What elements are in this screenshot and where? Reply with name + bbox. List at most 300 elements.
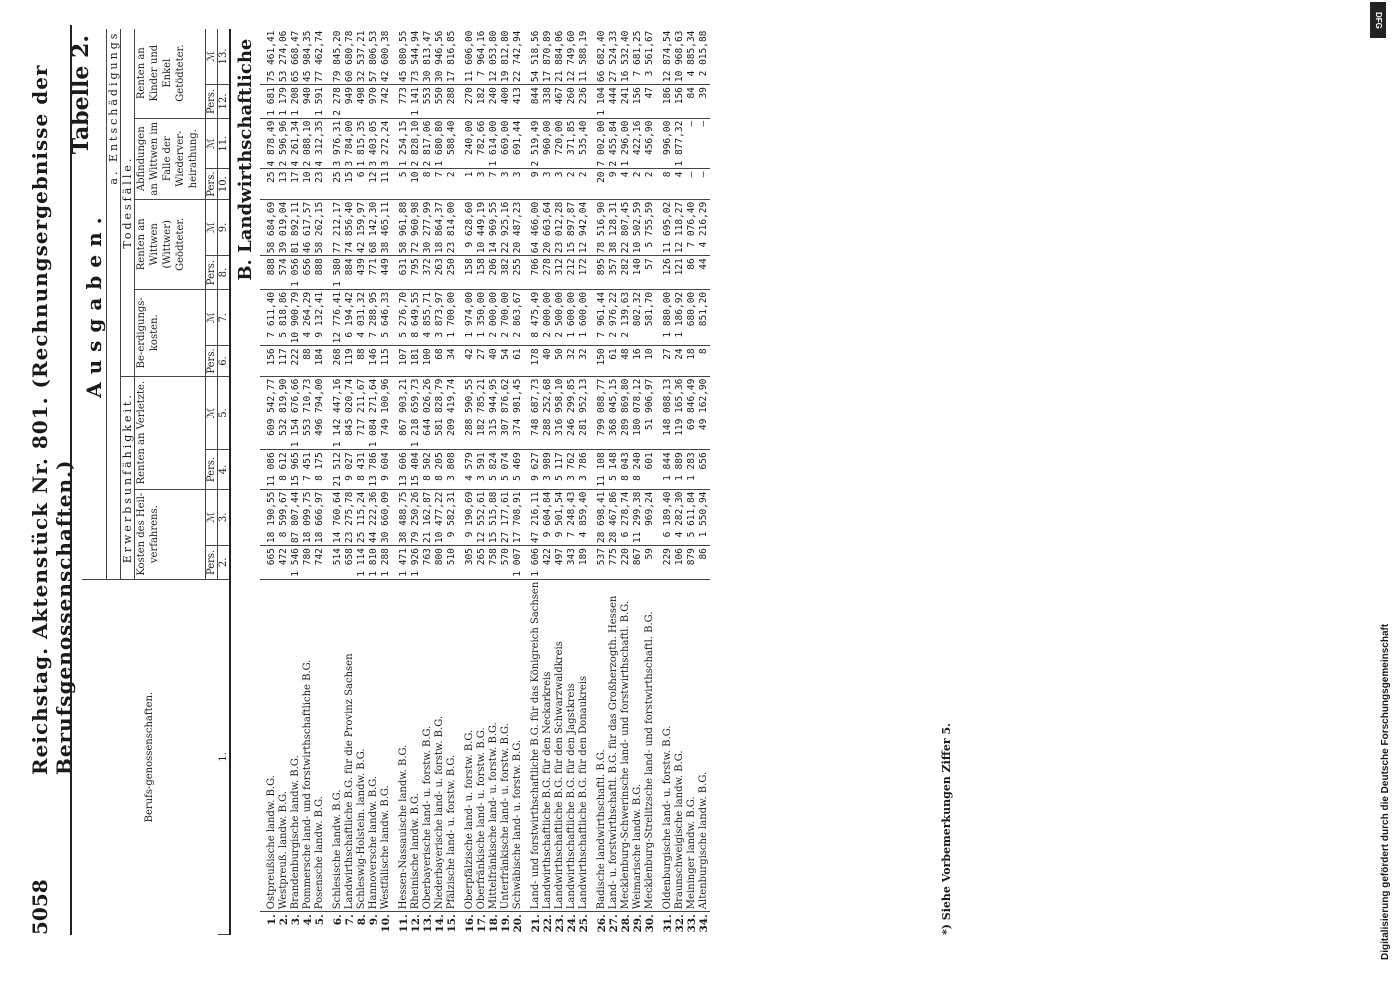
cell-c2: 742 xyxy=(314,546,326,580)
cell-c10: 8 xyxy=(422,169,434,199)
cell-c8: 86 xyxy=(686,256,698,290)
row-number: 5. xyxy=(314,914,326,926)
cell-c8: 771 xyxy=(368,256,380,290)
table-label: Tabelle 2. xyxy=(68,35,94,155)
cell-c11: 422,16 xyxy=(632,118,644,169)
cell-c6: 16 xyxy=(632,346,644,376)
table-row xyxy=(434,29,446,935)
table-row xyxy=(590,29,608,935)
table-row xyxy=(410,29,422,935)
cell-c5: 845 020,74 xyxy=(344,376,356,450)
cell-c11: 960,00 xyxy=(542,118,554,169)
cell-c3: 38 488,75 xyxy=(392,489,410,545)
cell-c7: 851,20 xyxy=(698,289,710,345)
cell-c3: 9 190,69 xyxy=(458,489,476,545)
cell-c8: 382 xyxy=(500,256,512,290)
cell-c5: 288 590,55 xyxy=(458,376,476,450)
row-number: 9. xyxy=(368,914,380,926)
cell-c3: 18 099,75 xyxy=(302,489,314,545)
row-name: Brandenburgische landw. B.G. xyxy=(290,579,302,912)
cell-c13: 65 668,47 xyxy=(290,29,302,85)
cell-c11: 691,44 xyxy=(512,118,524,169)
cell-c5: 496 794,00 xyxy=(314,376,326,450)
cell-c13: 17 870,89 xyxy=(542,29,554,85)
cell-c8: 282 xyxy=(620,256,632,290)
row-name: Mecklenburg-Schwerinsche land- und forstwirthschaftl. B.G. xyxy=(620,579,632,912)
table-row xyxy=(554,29,566,935)
cell-c9: 81 892,11 xyxy=(290,199,302,255)
cell-c2: 570 xyxy=(500,546,512,580)
cell-c6: 61 xyxy=(512,346,524,376)
row-number: 22. xyxy=(542,914,554,933)
cell-c10: 5 xyxy=(392,169,410,199)
cell-c3: 25 115,24 xyxy=(356,489,368,545)
cell-c6: 34 xyxy=(446,346,458,376)
table-row xyxy=(326,29,344,935)
table-row xyxy=(392,29,410,935)
cell-c2: 1 288 xyxy=(380,546,392,580)
cell-c4: 15 404 xyxy=(410,450,422,489)
row-name: Landwirthschaftliche B.G. für den Neckarkreis xyxy=(542,579,554,912)
cell-c13: 11 588,19 xyxy=(578,29,590,85)
cell-c9: 23 012,28 xyxy=(554,199,566,255)
cell-c10: 12 xyxy=(368,169,380,199)
row-number: 24. xyxy=(566,914,578,933)
cell-c10: 2 xyxy=(566,169,578,199)
cell-c2: 229 xyxy=(656,546,674,580)
cell-c6: 107 xyxy=(392,346,410,376)
cell-c2: 1 606 xyxy=(524,546,542,580)
cell-c5: 1 154 676,66 xyxy=(290,376,302,450)
row-name: Mittelfränkische land- u. forstw. B.G. xyxy=(488,579,500,912)
unit-pers: Pers. xyxy=(206,169,218,199)
row-name: Oberpfälzische land- u. forstw. B.G. xyxy=(458,579,476,912)
cell-c6: 119 xyxy=(344,346,356,376)
cell-c12: 467 xyxy=(554,85,566,119)
dfg-logo: DFG xyxy=(1370,2,1386,38)
cell-c9: 5 755,59 xyxy=(644,199,656,255)
cell-c2: 658 xyxy=(344,546,356,580)
row-name: Weimarische landw. B.G. xyxy=(632,579,644,912)
cell-c12: 742 xyxy=(380,85,392,119)
cell-c11: 240,00 xyxy=(458,118,476,169)
cell-c12: 39 xyxy=(698,85,710,119)
cell-c8: 158 xyxy=(476,256,488,290)
cell-c12: 413 xyxy=(512,85,524,119)
cell-c9: 38 465,11 xyxy=(380,199,392,255)
cell-c4: 13 606 xyxy=(392,450,410,489)
cell-c4: 1 283 xyxy=(686,450,698,489)
cell-c9: 77 212,17 xyxy=(326,199,344,255)
row-name: Schwäbische land- u. forstw. B.G. xyxy=(512,579,524,912)
row-number: 31. xyxy=(662,914,674,933)
table-row xyxy=(488,29,500,935)
cell-c10: 1 xyxy=(458,169,476,199)
row-name: Schleswig-Holstein. landw. B.G. xyxy=(356,579,368,912)
cell-c6: 222 xyxy=(290,346,302,376)
cell-c7: 6 194,42 xyxy=(344,289,356,345)
cell-c10: 25 xyxy=(326,169,344,199)
cell-c9: 14 969,55 xyxy=(488,199,500,255)
cell-c6: 32 xyxy=(578,346,590,376)
cell-c10: 20 xyxy=(590,169,608,199)
cell-c3: 17 708,91 xyxy=(512,489,524,545)
cell-c9: 22 925,16 xyxy=(500,199,512,255)
cell-c11: 1 254,15 xyxy=(392,118,410,169)
cell-c6: 24 xyxy=(674,346,686,376)
cell-c3: 4 282,30 xyxy=(674,489,686,545)
cell-c8: 372 xyxy=(422,256,434,290)
row-number: 11. xyxy=(398,914,410,933)
cell-c9: 7 076,40 xyxy=(686,199,698,255)
cell-c4: 11 086 xyxy=(260,450,278,489)
cell-c12: 400 xyxy=(500,85,512,119)
row-number: 17. xyxy=(476,914,488,933)
cell-c6: 181 xyxy=(410,346,422,376)
row-name: Westpreuß. landw. B.G. xyxy=(278,579,290,912)
cell-c7: 802,32 xyxy=(632,289,644,345)
row-name: Schlesische landw. B.G. xyxy=(326,579,344,912)
row-number: 19. xyxy=(500,914,512,933)
page-title: Reichstag. Aktenstück Nr. 801. (Rechnungsergebnisse der Berufsgenossenschaften.) xyxy=(28,64,76,775)
cell-c10: 23 xyxy=(314,169,326,199)
cell-c10: 3 xyxy=(554,169,566,199)
cell-c8: 250 xyxy=(446,256,458,290)
cell-c3: 5 611,84 xyxy=(686,489,698,545)
cell-c8: 140 xyxy=(632,256,644,290)
cell-c2: 343 xyxy=(566,546,578,580)
cell-c9: 39 019,04 xyxy=(278,199,290,255)
table-row xyxy=(446,29,458,935)
cell-c7: 680,00 xyxy=(686,289,698,345)
cell-c7: 4 264,29 xyxy=(302,289,314,345)
row-number: 20. xyxy=(512,914,524,933)
cell-c6: 50 xyxy=(554,346,566,376)
table-row xyxy=(632,29,644,935)
unit-mark: ℳ xyxy=(206,376,218,450)
cell-c6: 88 xyxy=(356,346,368,376)
cell-c9: 58 961,88 xyxy=(392,199,410,255)
cell-c11: 3 403,05 xyxy=(368,118,380,169)
cell-c11: 371,85 xyxy=(566,118,578,169)
cell-c10: 2 xyxy=(578,169,590,199)
cell-c3: 969,24 xyxy=(644,489,656,545)
cell-c13: 45 984,35 xyxy=(302,29,314,85)
cell-c9: 46 617,57 xyxy=(302,199,314,255)
cell-c9: 10 502,59 xyxy=(632,199,644,255)
cell-c2: 59 xyxy=(644,546,656,580)
cell-c2: 780 xyxy=(302,546,314,580)
unit-pers: Pers. xyxy=(206,256,218,290)
column-number: 9. xyxy=(218,199,231,255)
cell-c9: 30 277,99 xyxy=(422,199,434,255)
unit-pers: Pers. xyxy=(206,346,218,376)
row-number: 18. xyxy=(488,914,500,933)
table-row xyxy=(380,29,392,935)
cell-c2: 665 xyxy=(260,546,278,580)
cell-c3: 47 216,11 xyxy=(524,489,542,545)
cell-c13: 30 813,47 xyxy=(422,29,434,85)
data-table xyxy=(82,29,710,935)
row-number: 13. xyxy=(422,914,434,933)
table-row xyxy=(500,29,512,935)
cell-c4: 3 808 xyxy=(446,450,458,489)
row-name: Landwirthschaftliche B.G. für den Donaukreis xyxy=(578,579,590,912)
column-number: 7. xyxy=(218,289,231,345)
heading-erwerb: Erwerbsunfähigkeit. xyxy=(121,376,135,579)
table-row xyxy=(290,29,302,935)
cell-c12: 338 xyxy=(542,85,554,119)
cell-c5: 315 944,95 xyxy=(488,376,500,450)
row-name: Hessen-Nassauische landw. B.G. xyxy=(392,579,410,912)
unit-mark: ℳ xyxy=(206,489,218,545)
cell-c6: 18 xyxy=(686,346,698,376)
column-number: 6. xyxy=(218,346,231,376)
cell-c4: 601 xyxy=(644,450,656,489)
column-number: 5. xyxy=(218,376,231,450)
cell-c11: 4 312,35 xyxy=(314,118,326,169)
cell-c10: 6 xyxy=(356,169,368,199)
row-number: 16. xyxy=(464,914,476,933)
table-row xyxy=(314,29,326,935)
cell-c12: 970 xyxy=(368,85,380,119)
col-header-abfindungen: Abfindungen an Wittwen im Falle der Wiederver-heirathung. xyxy=(135,118,206,199)
sidebar xyxy=(1360,0,1390,1000)
cell-c3: 14 760,64 xyxy=(326,489,344,545)
row-name: Mecklenburg-Strelitzsche land- und forstwirthschaftl. B.G. xyxy=(644,579,656,912)
cell-c4: 9 604 xyxy=(380,450,392,489)
cell-c13: 60 680,78 xyxy=(344,29,356,85)
cell-c13: 42 600,38 xyxy=(380,29,392,85)
row-number: 34. xyxy=(698,914,710,933)
cell-c7: 1 600,00 xyxy=(578,289,590,345)
row-number: 14. xyxy=(434,914,446,933)
cell-c4: 3 786 xyxy=(578,450,590,489)
row-number: 2. xyxy=(278,914,290,926)
cell-c6: 40 xyxy=(488,346,500,376)
cell-c10: 15 xyxy=(344,169,356,199)
document-page xyxy=(20,15,1350,975)
cell-c5: 867 903,21 xyxy=(392,376,410,450)
cell-c3: 1 550,94 xyxy=(698,489,710,545)
cell-c13: 32 537,21 xyxy=(356,29,368,85)
cell-c5: 553 710,73 xyxy=(302,376,314,450)
cell-c7: 2 700,00 xyxy=(500,289,512,345)
cell-c4: 3 591 xyxy=(476,450,488,489)
cell-c7: 5 818,86 xyxy=(278,289,290,345)
cell-c2: 1 546 xyxy=(290,546,302,580)
cell-c13: 12 749,60 xyxy=(566,29,578,85)
cell-c4: 8 205 xyxy=(434,450,446,489)
row-number: 7. xyxy=(344,914,356,926)
cell-c13: 21 884,06 xyxy=(554,29,566,85)
cell-c9: 22 807,45 xyxy=(620,199,632,255)
cell-c13: 11 606,00 xyxy=(458,29,476,85)
cell-c10: 7 xyxy=(434,169,446,199)
cell-c2: 305 xyxy=(458,546,476,580)
cell-c2: 1 810 xyxy=(368,546,380,580)
cell-c7: 1 974,00 xyxy=(458,289,476,345)
cell-c6: 156 xyxy=(260,346,278,376)
cell-c5: 749 100,96 xyxy=(380,376,392,450)
row-name: Oberfränkische land- u. forstw. B.G. xyxy=(476,579,488,912)
cell-c5: 281 952,13 xyxy=(578,376,590,450)
table-row xyxy=(512,29,524,935)
cell-c10: — xyxy=(698,169,710,199)
cell-c3: 27 177,61 xyxy=(500,489,512,545)
unit-mark: ℳ xyxy=(206,199,218,255)
row-number: 32. xyxy=(674,914,686,933)
cell-c12: 940 xyxy=(302,85,314,119)
cell-c8: 439 xyxy=(356,256,368,290)
table-row xyxy=(422,29,434,935)
row-name: Landwirthschaftliche B.G. für den Schwarzwaldkreis xyxy=(554,579,566,912)
cell-c12: 1 179 xyxy=(278,85,290,119)
row-number: 6. xyxy=(332,914,344,926)
table-row xyxy=(656,29,674,935)
row-name: Land- u. forstwirthschaftl. B.G. für das Großherzogth. Hessen xyxy=(608,579,620,912)
cell-c13: 12 874,54 xyxy=(656,29,674,85)
unit-mark: ℳ xyxy=(206,29,218,85)
cell-c8: 126 xyxy=(656,256,674,290)
cell-c5: 1 142 447,16 xyxy=(326,376,344,450)
cell-c6: 268 xyxy=(326,346,344,376)
row-number: 25. xyxy=(578,914,590,933)
row-number: 33. xyxy=(686,914,698,933)
cell-c6: 27 xyxy=(656,346,674,376)
cell-c11: 7 002,00 xyxy=(590,118,608,169)
cell-c5: 180 078,12 xyxy=(632,376,644,450)
cell-c9: 58 262,15 xyxy=(314,199,326,255)
cell-c9: 38 128,31 xyxy=(608,199,620,255)
cell-c3: 28 467,86 xyxy=(608,489,620,545)
cell-c12: 2 278 xyxy=(326,85,344,119)
cell-c11: 669,00 xyxy=(500,118,512,169)
cell-c8: 357 xyxy=(608,256,620,290)
cell-c9: 12 118,27 xyxy=(674,199,686,255)
row-number: 23. xyxy=(554,914,566,933)
cell-c8: 884 xyxy=(344,256,356,290)
cell-c9: 74 856,40 xyxy=(344,199,356,255)
cell-c3: 6 278,74 xyxy=(620,489,632,545)
cell-c12: 1 681 xyxy=(260,85,278,119)
col-header-heil: Kosten des Heil-verfahrens. xyxy=(135,489,206,579)
cell-c2: 1 114 xyxy=(356,546,368,580)
cell-c5: 532 819,90 xyxy=(278,376,290,450)
row-number: 28. xyxy=(620,914,632,933)
cell-c12: 236 xyxy=(578,85,590,119)
cell-c4: 1 844 xyxy=(656,450,674,489)
cell-c4: 5 117 xyxy=(554,450,566,489)
cell-c7: 10 900,79 xyxy=(290,289,302,345)
cell-c13: 75 461,41 xyxy=(260,29,278,85)
cell-c11: 2 455,84 xyxy=(608,118,620,169)
cell-c10: 10 xyxy=(410,169,422,199)
cell-c7: 3 873,97 xyxy=(434,289,446,345)
cell-c11: 2 817,06 xyxy=(422,118,434,169)
cell-c4: 8 431 xyxy=(356,450,368,489)
cell-c8: 57 xyxy=(644,256,656,290)
cell-c8: 263 xyxy=(434,256,446,290)
unit-pers: Pers. xyxy=(206,450,218,489)
cell-c2: 220 xyxy=(620,546,632,580)
row-number: 1. xyxy=(266,914,278,926)
cell-c13: 79 845,20 xyxy=(326,29,344,85)
cell-c4: 4 579 xyxy=(458,450,476,489)
col-header-renten-witwen: Renten an Wittwen (Wittwer) Geödteter. xyxy=(135,199,206,289)
cell-c5: 307 876,62 xyxy=(500,376,512,450)
row-name: Oldenburgische land- u. forstw. B.G. xyxy=(656,579,674,912)
cell-c2: 867 xyxy=(632,546,644,580)
cell-c11: 535,40 xyxy=(578,118,590,169)
cell-c8: 1 580 xyxy=(326,256,344,290)
cell-c11: 1 296,00 xyxy=(620,118,632,169)
cell-c9: 9 628,60 xyxy=(458,199,476,255)
row-name: Posensche landw. B.G. xyxy=(314,579,326,912)
row-name: Land- und forstwirthschaftliche B.G. für das Königreich Sachsen xyxy=(524,579,542,912)
cell-c12: 844 xyxy=(524,85,542,119)
cell-c5: 799 088,77 xyxy=(590,376,608,450)
cell-c8: 706 xyxy=(524,256,542,290)
cell-c13: 53 274,06 xyxy=(278,29,290,85)
table-row xyxy=(302,29,314,935)
cell-c10: 3 xyxy=(512,169,524,199)
cell-c4: 8 612 xyxy=(278,450,290,489)
cell-c3: 18 666,97 xyxy=(314,489,326,545)
cell-c10: 25 xyxy=(260,169,278,199)
cell-c11: 588,40 xyxy=(446,118,458,169)
cell-c3: 21 162,87 xyxy=(422,489,434,545)
cell-c6: 27 xyxy=(476,346,488,376)
table-row xyxy=(608,29,620,935)
cell-c10: 4 xyxy=(674,169,686,199)
cell-c10: 2 xyxy=(644,169,656,199)
cell-c4: 9 627 xyxy=(524,450,542,489)
cell-c12: 84 xyxy=(686,85,698,119)
heading-ausgaben: Ausgaben. xyxy=(82,29,107,580)
cell-c13: 16 532,40 xyxy=(620,29,632,85)
cell-c7: 9 132,41 xyxy=(314,289,326,345)
cell-c3: 7 248,43 xyxy=(566,489,578,545)
column-number: 1. xyxy=(218,579,231,934)
cell-c11: — xyxy=(698,118,710,169)
cell-c3: 12 552,61 xyxy=(476,489,488,545)
cell-c5: 1 084 271,64 xyxy=(368,376,380,450)
cell-c11: 3 272,24 xyxy=(380,118,392,169)
cell-c2: 1 471 xyxy=(392,546,410,580)
cell-c13: 10 968,63 xyxy=(674,29,686,85)
cell-c10: 9 xyxy=(524,169,542,199)
cell-c12: 260 xyxy=(566,85,578,119)
cell-c5: 644 026,26 xyxy=(422,376,434,450)
cell-c2: 422 xyxy=(542,546,554,580)
cell-c7: 12 776,41 xyxy=(326,289,344,345)
cell-c13: 17 816,85 xyxy=(446,29,458,85)
cell-c11: 1 614,00 xyxy=(488,118,500,169)
cell-c10: 11 xyxy=(380,169,392,199)
cell-c4: 15 965 xyxy=(290,450,302,489)
cell-c7: 4 855,71 xyxy=(422,289,434,345)
cell-c8: 44 xyxy=(698,256,710,290)
unit-mark: ℳ xyxy=(206,289,218,345)
row-name: Pfälzische land- u. forstw. B.G. xyxy=(446,579,458,912)
cell-c11: 456,90 xyxy=(644,118,656,169)
table-row xyxy=(344,29,356,935)
row-name: Westfälische landw. B.G. xyxy=(380,579,392,912)
cell-c3: 44 222,36 xyxy=(368,489,380,545)
cell-c2: 189 xyxy=(578,546,590,580)
cell-c7: 5 646,33 xyxy=(380,289,392,345)
